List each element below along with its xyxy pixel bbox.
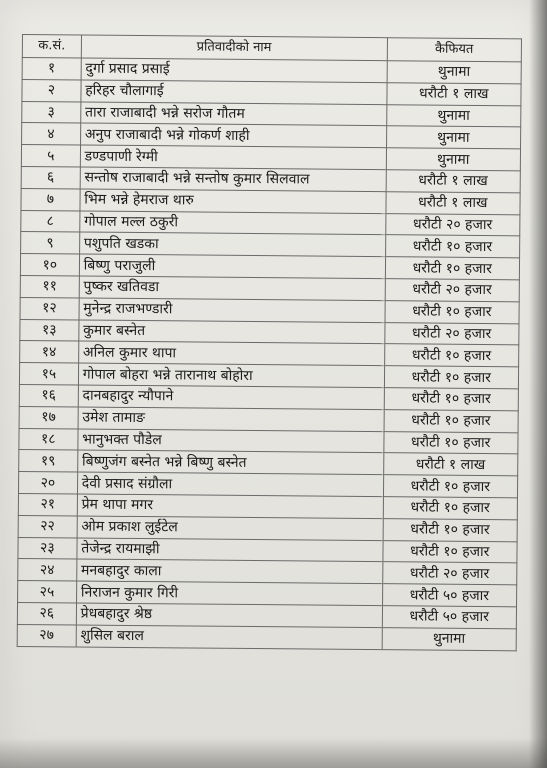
serial-cell: ६ [21,166,80,188]
remark-cell: धरौटी १० हजार [384,366,519,389]
defendant-name-cell: भानुभक्त पौडेल [78,429,384,453]
defendant-name-cell: निराजन कुमार गिरी [76,581,382,605]
remark-cell: थुनामा [382,627,517,650]
serial-cell: १६ [19,384,78,406]
remark-cell: धरौटी १ लाख [386,191,521,214]
remark-cell: धरौटी २० हजार [385,279,520,302]
defendant-name-cell: भिम भन्ने हेमराज थारु [80,189,386,213]
defendant-name-cell: अनुप राजाबादी भन्ने गोकर्ण शाही [80,123,386,147]
serial-cell: २२ [18,515,77,537]
remark-cell: थुनामा [386,126,521,149]
defendant-name-cell: अनिल कुमार थापा [78,341,384,365]
serial-cell: ५ [21,145,80,167]
defendant-name-cell: प्रेम थापा मगर [77,494,383,518]
page-bottom-shadow [0,738,547,768]
serial-cell: २० [18,472,77,494]
defendant-name-cell: हरिहर चौलागाई [81,80,387,104]
remark-cell: धरौटी १० हजार [383,475,518,498]
serial-cell: १८ [19,428,78,450]
defendant-name-cell: तारा राजाबादी भन्ने सरोज गौतम [80,102,386,126]
table-row [17,624,516,650]
table-body [17,58,521,651]
remark-cell: थुनामा [386,148,521,171]
defendant-name-cell: शुसिल बराल [76,625,382,649]
serial-cell: ९ [21,232,80,254]
serial-cell: ७ [21,188,80,210]
defendant-name-cell: सन्तोष राजाबादी भन्ने सन्तोष कुमार सिलवाल [80,167,386,191]
defendant-name-cell: दानबहादुर न्यौपाने [78,385,384,409]
serial-cell: १० [20,254,79,276]
serial-cell: ११ [20,275,79,297]
name-column-header: प्रतिवादीको नाम [81,35,387,61]
serial-cell: १ [22,58,81,80]
remark-cell: धरौटी १० हजार [384,344,519,367]
defendant-name-cell: प्रेधबहादुर श्रेष्ठ [76,603,382,627]
defendant-name-cell: ओम प्रकाश लुईटेल [77,516,383,540]
serial-cell: २५ [18,581,77,603]
defendant-name-cell: पशुपति खडका [79,232,385,256]
remark-cell: धरौटी १० हजार [385,235,520,258]
serial-cell: २१ [18,493,77,515]
remark-cell: धरौटी २० हजार [385,213,520,236]
serial-cell: १५ [19,363,78,385]
defendant-name-cell: दुर्गा प्रसाद प्रसाई [81,58,387,82]
defendant-name-cell: गोपाल बोहरा भन्ने तारानाथ बोहोरा [78,363,384,387]
remark-column-header: कैफियत [387,38,522,62]
remark-cell: धरौटी २० हजार [384,322,519,345]
serial-column-header: क.सं. [22,35,81,59]
serial-cell: १७ [19,406,78,428]
serial-cell: २३ [18,537,77,559]
remark-cell: धरौटी १० हजार [383,431,518,454]
remark-cell: धरौटी २० हजार [382,562,517,585]
remark-cell: थुनामा [386,104,521,127]
remark-cell: धरौटी १ लाख [383,453,518,476]
defendant-name-cell: बिष्णु पराजुली [79,254,385,278]
serial-cell: ४ [22,123,81,145]
serial-cell: १३ [20,319,79,341]
remark-cell: धरौटी १० हजार [382,540,517,563]
defendant-name-cell: देवी प्रसाद संग्रौला [77,472,383,496]
remark-cell: धरौटी १० हजार [384,388,519,411]
remark-cell: धरौटी १० हजार [385,257,520,280]
serial-cell: ८ [21,210,80,232]
defendant-name-cell: बिष्णुजंग बस्नेत भन्ने बिष्णु बस्नेत [77,450,383,474]
defendants-table [17,34,522,651]
serial-cell: २ [22,79,81,101]
serial-cell: १४ [20,341,79,363]
defendant-name-cell: तेजेन्द्र रायमाझी [77,538,383,562]
remark-cell: धरौटी ५० हजार [382,606,517,629]
remark-cell: धरौटी १० हजार [384,409,519,432]
serial-cell: २७ [17,624,76,646]
defendant-name-cell: कुमार बस्नेत [79,320,385,344]
serial-cell: ३ [22,101,81,123]
page-edge-shadow [529,0,547,768]
serial-cell: १२ [20,297,79,319]
serial-cell: २६ [17,602,76,624]
defendant-name-cell: उमेश तामाङ [78,407,384,431]
remark-cell: धरौटी १० हजार [385,300,520,323]
remark-cell: धरौटी ५० हजार [382,584,517,607]
remark-cell: धरौटी १० हजार [383,497,518,520]
remark-cell: थुनामा [387,61,522,84]
defendant-name-cell: डण्डपाणी रेग्मी [80,145,386,169]
defendant-name-cell: मुनेन्द्र राजभण्डारी [79,298,385,322]
remark-cell: धरौटी १० हजार [383,518,518,541]
defendant-name-cell: पुष्कर खतिवडा [79,276,385,300]
serial-cell: १९ [19,450,78,472]
defendant-name-cell: मनबहादुर काला [76,559,382,583]
remark-cell: धरौटी १ लाख [386,170,521,193]
serial-cell: २४ [18,559,77,581]
defendant-name-cell: गोपाल मल्ल ठकुरी [80,211,386,235]
remark-cell: धरौटी १ लाख [386,82,521,105]
